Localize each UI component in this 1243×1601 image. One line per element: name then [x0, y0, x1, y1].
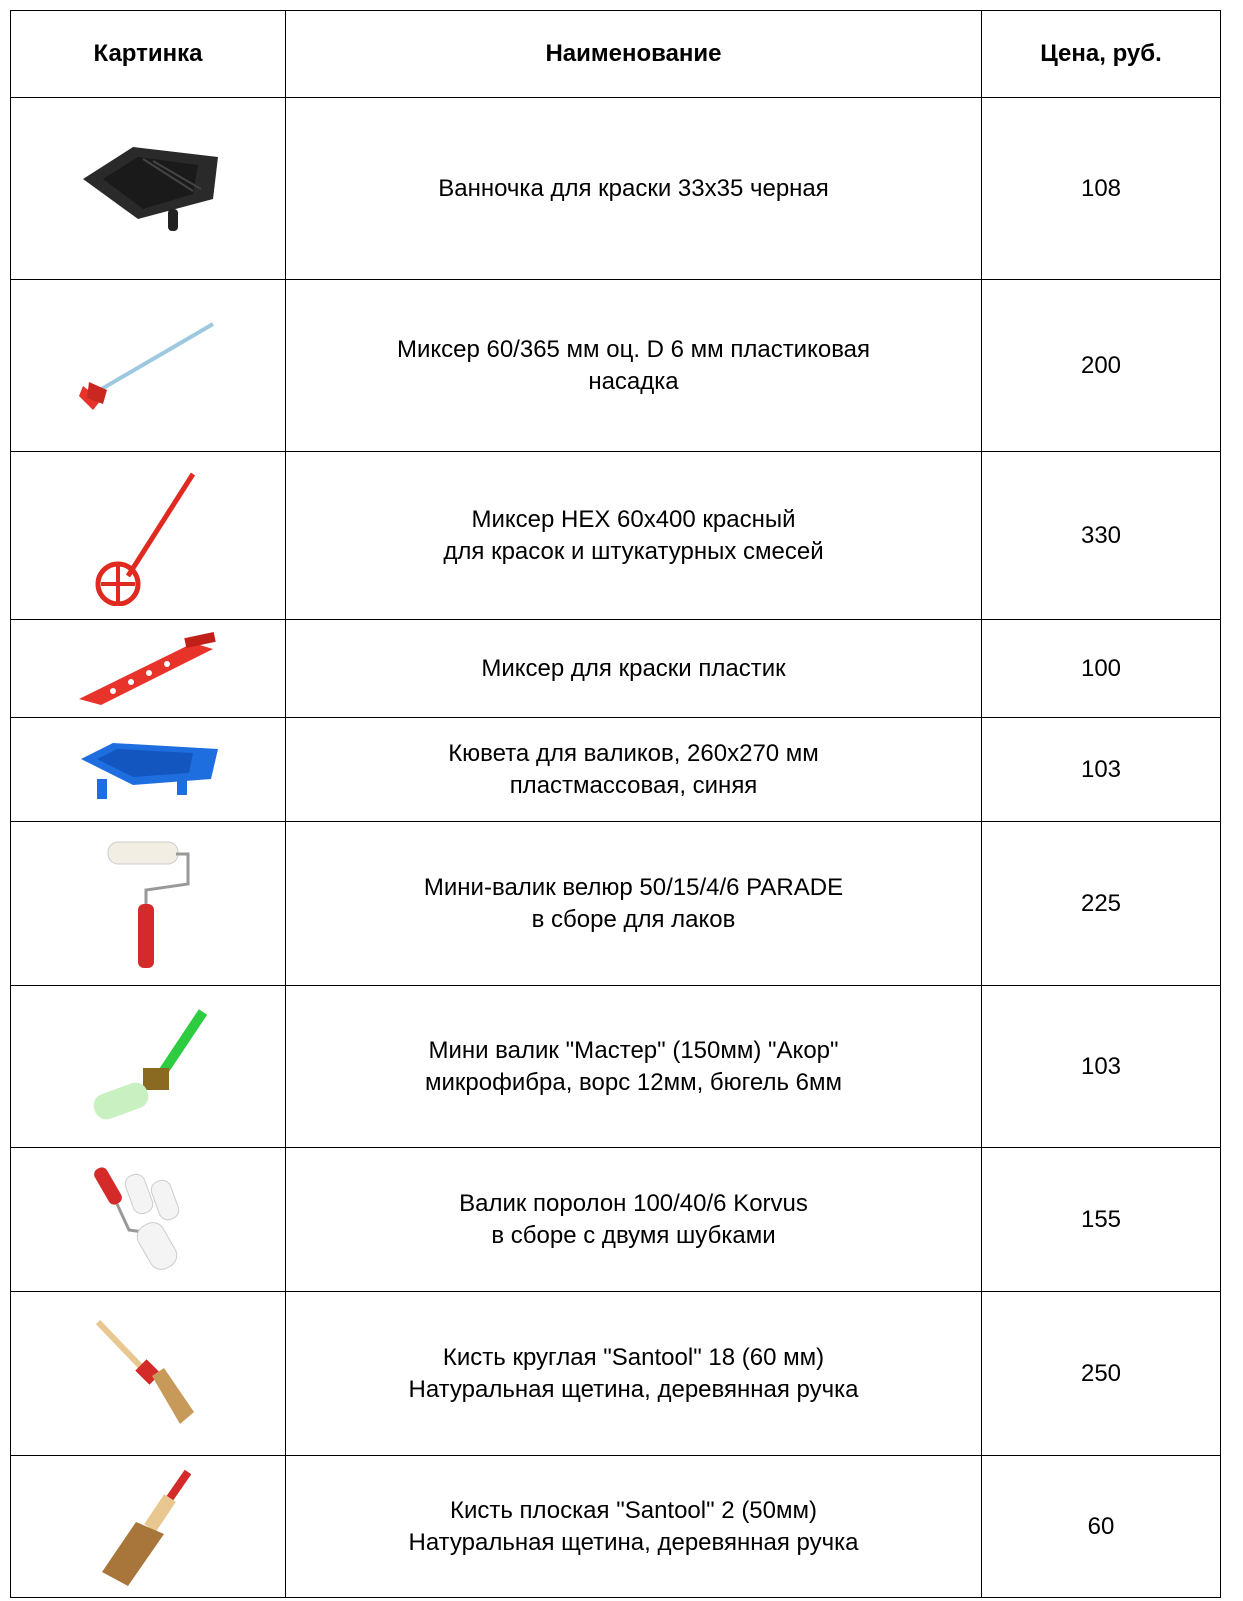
row-price: 103	[982, 986, 1221, 1148]
row-price: 250	[982, 1292, 1221, 1456]
row-picture	[11, 718, 286, 822]
row-price: 100	[982, 620, 1221, 718]
plastic-stirrer-icon	[73, 629, 223, 709]
row-price: 60	[982, 1456, 1221, 1598]
mini-roller-velour-icon	[88, 834, 208, 974]
header-picture: Картинка	[11, 11, 286, 98]
row-picture	[11, 1292, 286, 1456]
row-name: Мини валик "Мастер" (150мм) "Акор" микрофибра, ворс 12мм, бюгель 6мм	[286, 986, 982, 1148]
row-price: 108	[982, 98, 1221, 280]
row-name: Кювета для валиков, 260х270 мм пластмассовая, синяя	[286, 718, 982, 822]
table-row	[11, 452, 1221, 620]
row-picture	[11, 1148, 286, 1292]
table-row	[11, 822, 1221, 986]
row-price: 155	[982, 1148, 1221, 1292]
row-picture	[11, 98, 286, 280]
row-name: Миксер HEX 60х400 красный для красок и штукатурных смесей	[286, 452, 982, 620]
price-table	[10, 10, 1221, 1598]
table-row	[11, 718, 1221, 822]
mixer-white-rod-icon	[73, 316, 223, 416]
black-paint-tray-icon	[73, 139, 223, 239]
row-name: Ванночка для краски 33х35 черная	[286, 98, 982, 280]
table-row	[11, 280, 1221, 452]
row-price: 103	[982, 718, 1221, 822]
mixer-red-hex-icon	[73, 466, 223, 606]
row-picture	[11, 620, 286, 718]
mini-roller-green-icon	[73, 1002, 223, 1132]
blue-paint-tray-icon	[73, 735, 223, 805]
table-row	[11, 1456, 1221, 1598]
table-header-row	[11, 11, 1221, 98]
row-name: Мини-валик велюр 50/15/4/6 PARADE в сборе для лаков	[286, 822, 982, 986]
foam-roller-set-icon	[83, 1160, 213, 1280]
row-picture	[11, 822, 286, 986]
header-price: Цена, руб.	[982, 11, 1221, 98]
row-name: Кисть круглая "Santool" 18 (60 мм) Натуральная щетина, деревянная ручка	[286, 1292, 982, 1456]
row-price: 225	[982, 822, 1221, 986]
table-row	[11, 1292, 1221, 1456]
row-price: 200	[982, 280, 1221, 452]
row-name: Кисть плоская "Santool" 2 (50мм) Натуральная щетина, деревянная ручка	[286, 1456, 982, 1598]
row-price: 330	[982, 452, 1221, 620]
flat-brush-icon	[88, 1462, 208, 1592]
row-name: Миксер 60/365 мм оц. D 6 мм пластиковая насадка	[286, 280, 982, 452]
row-picture	[11, 452, 286, 620]
table-row	[11, 620, 1221, 718]
row-picture	[11, 1456, 286, 1598]
row-name: Валик поролон 100/40/6 Korvus в сборе с двумя шубками	[286, 1148, 982, 1292]
row-picture	[11, 280, 286, 452]
table-row	[11, 1148, 1221, 1292]
table-row	[11, 98, 1221, 280]
round-brush-icon	[88, 1314, 208, 1434]
table-row	[11, 986, 1221, 1148]
row-name: Миксер для краски пластик	[286, 620, 982, 718]
row-picture	[11, 986, 286, 1148]
header-name: Наименование	[286, 11, 982, 98]
